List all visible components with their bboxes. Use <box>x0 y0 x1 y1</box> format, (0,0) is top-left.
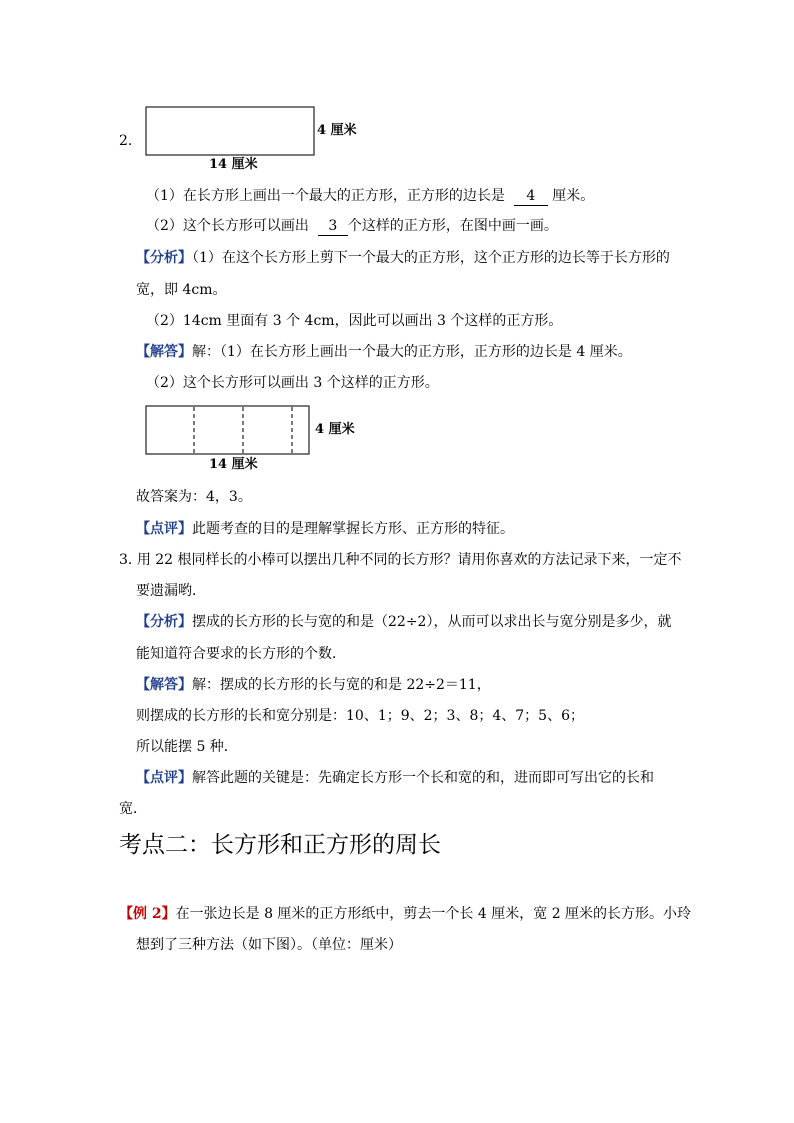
side-length-label: 4 厘米 <box>317 123 357 138</box>
q2-final-answer: 故答案为：4，3。 <box>136 489 252 505</box>
q3-analysis-line1 <box>136 612 671 632</box>
q2-analysis-line1 <box>136 248 670 268</box>
q3-comment-line2: 宽． <box>119 801 147 817</box>
q2-analysis-line2: 宽，即 4cm。 <box>136 282 227 298</box>
example2-line2: 想到了三种方法（如下图）。（单位：厘米） <box>136 937 402 953</box>
side-length-label: 4 厘米 <box>315 422 355 437</box>
answer-label: 【解答】 <box>136 677 192 693</box>
q2-part2-text: （2）这个长方形可以画出 <box>146 218 309 234</box>
rectangle-figure-2 <box>145 405 367 477</box>
question-number: 2. <box>119 133 133 149</box>
analysis-text: 摆成的长方形的长与宽的和是（22÷2），从而可以求出长与宽分别是多少，就 <box>192 614 672 630</box>
q2-comment <box>136 519 514 539</box>
example2-line1 <box>119 904 691 924</box>
q2-part1-text: （1）在长方形上画出一个最大的正方形，正方形的边长是 <box>146 188 505 204</box>
q3-question-line2: 要遗漏哟． <box>136 583 206 599</box>
section-heading: 考点二：长方形和正方形的周长 <box>119 832 441 858</box>
q2-part2 <box>146 216 558 236</box>
q2-part1 <box>146 186 594 206</box>
rectangle-figure-1 <box>145 106 367 176</box>
q2-answer-line1 <box>136 342 632 362</box>
comment-text: 解答此题的关键是：先确定长方形一个长和宽的和，进而即可写出它的长和 <box>192 770 654 786</box>
analysis-label: 【分析】 <box>136 250 192 266</box>
answer-blank-2: 3 <box>318 218 348 236</box>
example-text: 在一张边长是 8 厘米的正方形纸中，剪去一个长 4 厘米，宽 2 厘米的长方形。小玲 <box>175 906 692 922</box>
q2-analysis-line3: （2）14cm 里面有 3 个 4cm，因此可以画出 3 个这样的正方形。 <box>146 313 563 329</box>
q3-answer-line2: 则摆成的长方形的长和宽分别是：10、1；9、2；3、8；4、7；5、6； <box>136 708 584 724</box>
q3-comment-line1 <box>136 768 654 788</box>
q3-answer-line1 <box>136 675 491 695</box>
answer-text: 解：摆成的长方形的长与宽的和是 22÷2＝11， <box>192 677 491 693</box>
question-number: 3. <box>119 552 133 568</box>
q2-part2-suffix: 个这样的正方形，在图中画一画。 <box>347 218 558 234</box>
answer-text: 解：（1）在长方形上画出一个最大的正方形，正方形的边长是 4 厘米。 <box>192 344 632 360</box>
comment-text: 此题考查的目的是理解掌握长方形、正方形的特征。 <box>192 521 514 537</box>
analysis-text: （1）在这个长方形上剪下一个最大的正方形，这个正方形的边长等于长方形的 <box>192 250 670 266</box>
question-text: 用 22 根同样长的小棒可以摆出几种不同的长方形？请用你喜欢的方法记录下来，一定不 <box>136 552 682 568</box>
answer-label: 【解答】 <box>136 344 192 360</box>
answer-blank-1: 4 <box>514 188 548 206</box>
q3-analysis-line2: 能知道符合要求的长方形的个数． <box>136 646 346 662</box>
q2-part1-unit: 厘米。 <box>552 188 595 204</box>
q2-answer-line2: （2）这个长方形可以画出 3 个这样的正方形。 <box>146 375 439 391</box>
analysis-label: 【分析】 <box>136 614 192 630</box>
example-label: 【例 2】 <box>119 906 176 922</box>
bottom-length-label: 14 厘米 <box>209 157 258 172</box>
bottom-length-label: 14 厘米 <box>209 457 258 472</box>
comment-label: 【点评】 <box>136 521 192 537</box>
comment-label: 【点评】 <box>136 770 192 786</box>
q3-question-line1 <box>119 550 682 570</box>
q3-answer-line3: 所以能摆 5 种． <box>136 739 238 755</box>
